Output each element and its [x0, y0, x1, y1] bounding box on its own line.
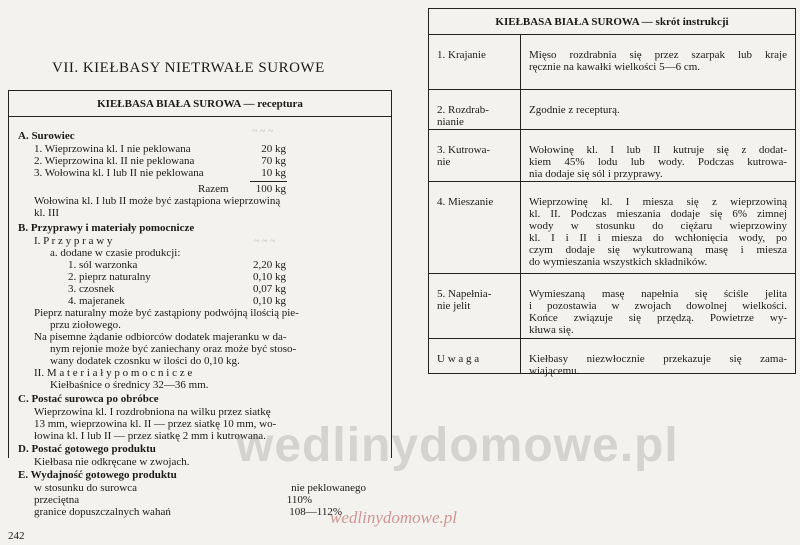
watermark-small: wedlinydomowe.pl	[330, 508, 458, 527]
instructions-header: KIEŁBASA BIAŁA SUROWA — skrót instrukcji	[429, 9, 795, 35]
description-line: czym dodaje się wykutrowaną masę i miesza	[529, 244, 787, 256]
description-line: kłuwa się.	[529, 324, 574, 336]
description-line: kl. I i II i miesza do wchłonięcia wody, po	[529, 232, 787, 244]
ingredient-amount: 20 kg	[261, 143, 286, 155]
text-line: Wieprzowina kl. I rozdrobniona na wilku przez siatkę	[34, 406, 271, 418]
total-label: Razem	[198, 183, 229, 195]
description-line: Wołowinę kl. I lub II kutruje się z dodat-	[529, 144, 787, 156]
step-line: 5. Napełnia-	[437, 288, 492, 300]
ingredient-line: 3. Wołowina kl. I lub II nie peklowana	[34, 167, 204, 179]
description-line: Wieprzowinę kl. I miesza się z wieprzowiną	[529, 196, 787, 208]
note-line: kl. III	[34, 207, 60, 219]
description-line: nia dodaje się sól i przyprawy.	[529, 168, 663, 180]
text-line: Kiełbasa nie odkręcane w zwojach.	[34, 456, 190, 468]
ingredient-line: 2. Wieprzowina kl. II nie peklowana	[34, 155, 195, 167]
subsection-line: Kiełbaśnice o średnicy 32—36 mm.	[50, 379, 209, 391]
yield-value: 110%	[286, 494, 312, 506]
total-rule	[250, 181, 287, 182]
note-line: Wołowina kl. I lub II może być zastąpiona wieprzowiną	[34, 195, 281, 207]
instruction-description	[529, 288, 787, 336]
section-e-heading: E. Wydajność gotowego produktu	[18, 469, 177, 481]
instruction-description	[529, 353, 787, 377]
recipe-header: KIEŁBASA BIAŁA SUROWA — receptura	[9, 91, 391, 117]
instruction-step	[437, 353, 507, 365]
column-divider	[520, 35, 521, 373]
note-line: wany dodatek czosnku w ilości do 0,10 kg.	[50, 355, 240, 367]
description-line: Wymieszaną masę napełnia się ściśle jelita	[529, 288, 787, 300]
spice-line: 4. majeranek	[68, 295, 125, 307]
ingredient-amount: 10 kg	[261, 167, 286, 179]
subsection-heading: II. M a t e r i a ł y p o m o c n i c z e	[34, 367, 193, 379]
step-line: 3. Kutrowa-	[437, 144, 491, 156]
description-line: Zgodnie z recepturą.	[529, 104, 620, 116]
instruction-description	[529, 104, 787, 116]
description-line: Końce związuje się przędzą. Powietrze wy-	[529, 312, 787, 324]
text-line: przeciętna	[34, 494, 80, 506]
instruction-step	[437, 49, 507, 61]
yield-value: 108—112%	[289, 506, 342, 518]
instruction-step	[437, 144, 507, 168]
stamp-mark: ~ ~ ~	[254, 236, 276, 247]
description-line: do wymieszania wszystkich składników.	[529, 256, 708, 268]
spice-amount: 0,10 kg	[253, 295, 286, 307]
note-line: przu ziołowego.	[50, 319, 121, 331]
step-line: nianie	[437, 116, 464, 128]
spice-amount: 0,07 kg	[253, 283, 286, 295]
step-line: nie	[437, 156, 451, 168]
spice-amount: 2,20 kg	[253, 259, 286, 271]
watermark: wedlinydomowe.pl	[236, 419, 679, 472]
chapter-title: VII. KIEŁBASY NIETRWAŁE SUROWE	[52, 60, 325, 76]
spice-line: 2. pieprz naturalny	[68, 271, 151, 283]
text-line: granice dopuszczalnych wahań	[34, 506, 171, 518]
step-line: 2. Rozdrab-	[437, 104, 489, 116]
section-d-heading: D. Postać gotowego produktu	[18, 443, 156, 455]
subsection-line: a. dodane w czasie produkcji:	[50, 247, 181, 259]
subsection-heading: I. P r z y p r a w y	[34, 235, 113, 247]
description-line: kl. II. Podczas mieszania dodaje się 6% zimnej	[529, 208, 787, 220]
instruction-description	[529, 196, 787, 268]
description-line: Kiełbasy niezwłocznie przekazuje się zama-	[529, 353, 787, 365]
instruction-description	[529, 144, 787, 180]
description-line: wiającemu.	[529, 365, 580, 377]
text-line: w stosunku do surowca	[34, 482, 137, 494]
instruction-step	[437, 288, 507, 312]
spice-line: 3. czosnek	[68, 283, 115, 295]
instruction-row	[429, 339, 795, 377]
ingredient-amount: 70 kg	[261, 155, 286, 167]
note-line: nym rejonie może być zaniechany oraz może być stoso-	[50, 343, 297, 355]
page-number: 242	[8, 530, 25, 542]
instruction-description	[529, 49, 787, 73]
total-amount: 100 kg	[255, 183, 286, 195]
text-line: łowina kl. I lub II — przez siatkę 2 mm i kutrowana.	[34, 430, 266, 442]
spice-amount: 0,10 kg	[253, 271, 286, 283]
instruction-row	[429, 274, 795, 339]
instruction-row	[429, 90, 795, 130]
note-line: Pieprz naturalny może być zastąpiony podwójną ilością pie-	[34, 307, 299, 319]
ingredient-line: 1. Wieprzowina kl. I nie peklowana	[34, 143, 191, 155]
description-line: kiem 45% lodu lub wody. Podczas kutrowa-	[529, 156, 787, 168]
instruction-row	[429, 130, 795, 182]
stamp-mark: ~ ~ ~	[252, 126, 274, 137]
instruction-step	[437, 104, 507, 128]
text-line: 13 mm, wieprzowina kl. II — przez siatkę 10 mm, wo-	[34, 418, 277, 430]
section-b-heading: B. Przyprawy i materiały pomocnicze	[18, 222, 195, 234]
section-c-heading: C. Postać surowca po obróbce	[18, 393, 159, 405]
description-line: i pozostawia w zwojach dowolnej wielkości.	[529, 300, 787, 312]
description-line: ręcznie na kawałki wielkości 5—6 cm.	[529, 61, 701, 73]
spice-line: 1. sól warzonka	[68, 259, 138, 271]
instruction-row	[429, 182, 795, 274]
instructions-table	[428, 8, 796, 377]
step-line: 4. Mieszanie	[437, 196, 494, 208]
description-line: wody w stosunku do ciężaru wieprzowiny	[529, 220, 787, 232]
step-line: nie jelit	[437, 300, 471, 312]
yield-value: nie peklowanego	[291, 482, 366, 494]
step-line: 1. Krajanie	[437, 49, 486, 61]
section-a-heading: A. Surowiec	[18, 130, 75, 142]
description-line: Mięso rozdrabnia się przez szarpak lub kraje	[529, 49, 787, 61]
note-line: Na pisemne żądanie odbiorców dodatek majeranku w da-	[34, 331, 287, 343]
step-line: U w a g a	[437, 353, 480, 365]
instruction-row	[429, 35, 795, 90]
instruction-step	[437, 196, 507, 208]
